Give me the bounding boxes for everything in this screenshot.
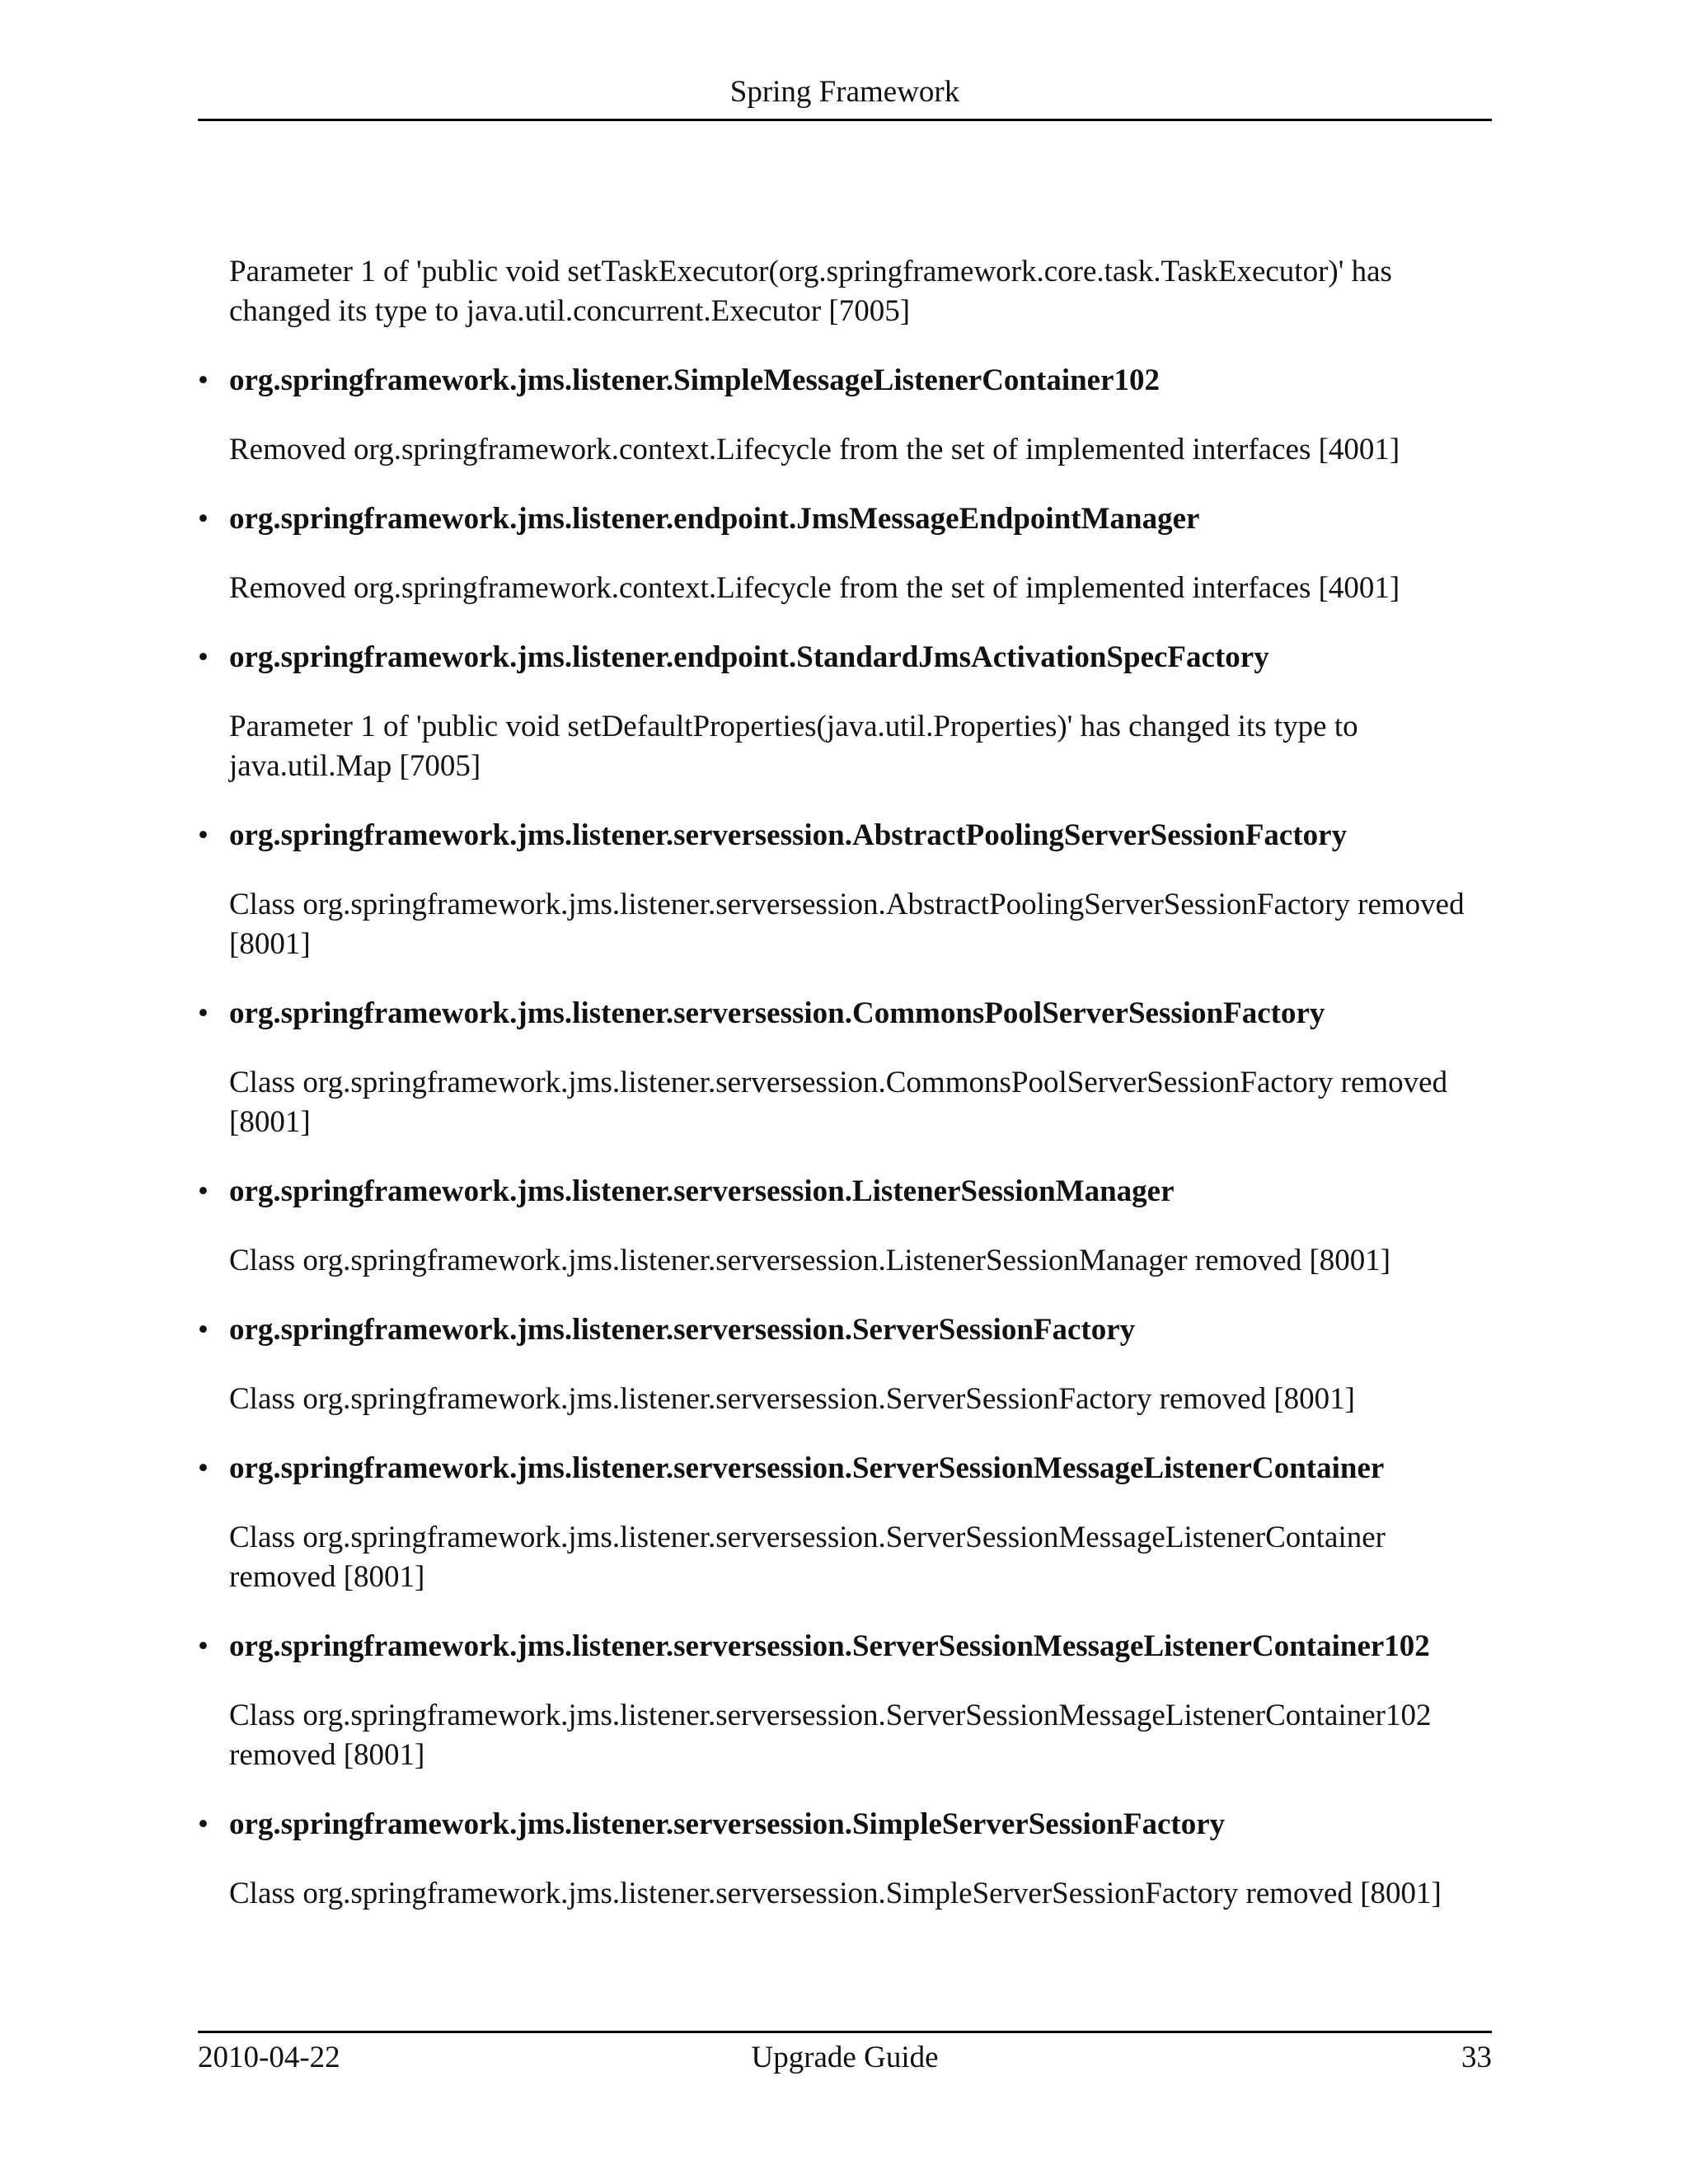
page-header [198,74,1492,121]
intro-paragraph: Parameter 1 of 'public void setTaskExecutor(org.springframework.core.task.TaskExecutor)' has changed its type to java.util.concurrent.Executor [7005] [229,255,1392,328]
bullet-icon: • [198,1807,209,1841]
item-title: org.springframework.jms.listener.serversession.ServerSessionFactory [229,1313,1136,1347]
list-item [198,1627,1492,1775]
item-description: Class org.springframework.jms.listener.serversession.ListenerSessionManager removed [8001] [229,1244,1391,1277]
bullet-icon: • [198,1313,209,1347]
item-description: Class org.springframework.jms.listener.serversession.ServerSessionMessageListenerContainer102 removed [8001] [229,1699,1432,1772]
footer-date: 2010-04-22 [198,2041,340,2074]
item-description: Class org.springframework.jms.listener.serversession.ServerSessionMessageListenerContainer removed [8001] [229,1521,1386,1594]
list-item [198,1449,1492,1597]
list-item [198,816,1492,964]
footer-title: Upgrade Guide [751,2041,939,2074]
item-description: Parameter 1 of 'public void setDefaultProperties(java.util.Properties)' has changed its type to java.util.Map [7005] [229,710,1358,783]
list-item [198,994,1492,1142]
page-content [198,252,1492,1914]
list-item [198,1805,1492,1914]
list-item [198,499,1492,608]
item-description: Class org.springframework.jms.listener.serversession.ServerSessionFactory removed [8001] [229,1382,1356,1416]
item-title: org.springframework.jms.listener.serversession.ServerSessionMessageListenerContainer102 [229,1629,1430,1663]
item-title: org.springframework.jms.listener.serversession.AbstractPoolingServerSessionFactory [229,818,1348,852]
item-title: org.springframework.jms.listener.serversession.SimpleServerSessionFactory [229,1807,1226,1841]
bullet-icon: • [198,1174,209,1208]
item-title: org.springframework.jms.listener.serversession.CommonsPoolServerSessionFactory [229,996,1325,1030]
item-title: org.springframework.jms.listener.endpoint.StandardJmsActivationSpecFactory [229,640,1269,674]
item-description: Class org.springframework.jms.listener.serversession.CommonsPoolServerSessionFactory removed [8001] [229,1066,1448,1139]
item-description: Removed org.springframework.context.Lifecycle from the set of implemented interfaces [4001] [229,571,1400,605]
bullet-icon: • [198,818,209,852]
bullet-icon: • [198,1629,209,1663]
list-item [198,1172,1492,1281]
page-footer [198,2031,1492,2083]
bullet-icon: • [198,502,209,536]
list-item [198,638,1492,786]
item-description: Removed org.springframework.context.Lifecycle from the set of implemented interfaces [4001] [229,433,1400,466]
bullet-icon: • [198,640,209,674]
list-item [198,1310,1492,1419]
list-item [198,361,1492,470]
bullet-icon: • [198,363,209,397]
item-title: org.springframework.jms.listener.serversession.ServerSessionMessageListenerContainer [229,1451,1385,1485]
page-number: 33 [1461,2041,1492,2074]
item-description: Class org.springframework.jms.listener.serversession.SimpleServerSessionFactory removed [8001] [229,1877,1442,1910]
bullet-icon: • [198,1451,209,1485]
item-title: org.springframework.jms.listener.SimpleMessageListenerContainer102 [229,363,1160,397]
item-title: org.springframework.jms.listener.serversession.ListenerSessionManager [229,1174,1175,1208]
header-title: Spring Framework [729,75,960,109]
bullet-icon: • [198,996,209,1030]
item-title: org.springframework.jms.listener.endpoint.JmsMessageEndpointManager [229,502,1200,536]
item-description: Class org.springframework.jms.listener.serversession.AbstractPoolingServerSessionFactory removed [8001] [229,888,1465,961]
